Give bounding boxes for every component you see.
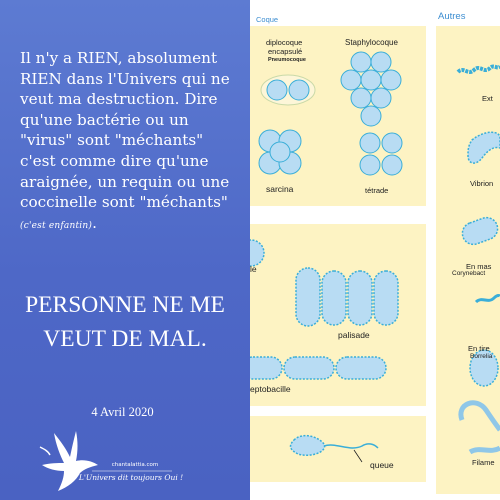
tetrade-label: tétrade (365, 186, 389, 195)
section-autres-label: Autres (438, 11, 466, 22)
quote-text (20, 48, 242, 236)
post-date: 4 Avril 2020 (91, 405, 154, 419)
bacteria-shapes (250, 0, 500, 500)
en-tire-label: En tire (468, 344, 490, 353)
encapsule-label: encapsulé (268, 47, 303, 56)
ext-label: Ext (482, 94, 493, 103)
site-name: chantalattia.com (111, 462, 159, 468)
sarcina-label: sarcina (266, 184, 294, 194)
palisade-label: palisade (338, 330, 370, 340)
quote-end: . (92, 213, 97, 232)
pneumocoque-label: Pneumocoque (268, 57, 306, 63)
quote-main: Il n'y a RIEN, absolument RIEN dans l'Univers qui ne veut ma destruction. Dire qu'une bactérie ou un "virus" sont "méchants" c'est comme dire qu'une araignée, un requin ou une coccinelle sont "méchants" (20, 49, 230, 212)
headline: PERSONNE NE ME VEUT DE MAL. (25, 292, 225, 352)
filament-label: Filame (472, 458, 495, 467)
coryne-label: Corynebact (452, 270, 486, 277)
staphylocoque-label: Staphylocoque (345, 38, 398, 47)
tagline: L'Univers dit toujours Oui ! (78, 473, 184, 482)
diplocoque-label: diplocoque (266, 38, 303, 47)
quote-aside: (c'est enfantin) (20, 220, 93, 231)
queue-label: queue (370, 460, 394, 470)
vibrion-label: Vibrion (470, 179, 494, 188)
en-mass-label: En mas (466, 262, 492, 271)
streptobacille-label: eptobacille (250, 384, 291, 394)
section-coque-label: Coque (256, 15, 279, 24)
bacille-label: le (250, 264, 257, 274)
borrelia-label: Borrelia (470, 353, 493, 360)
bacteria-diagram (250, 0, 500, 500)
queue-panel (250, 416, 426, 482)
